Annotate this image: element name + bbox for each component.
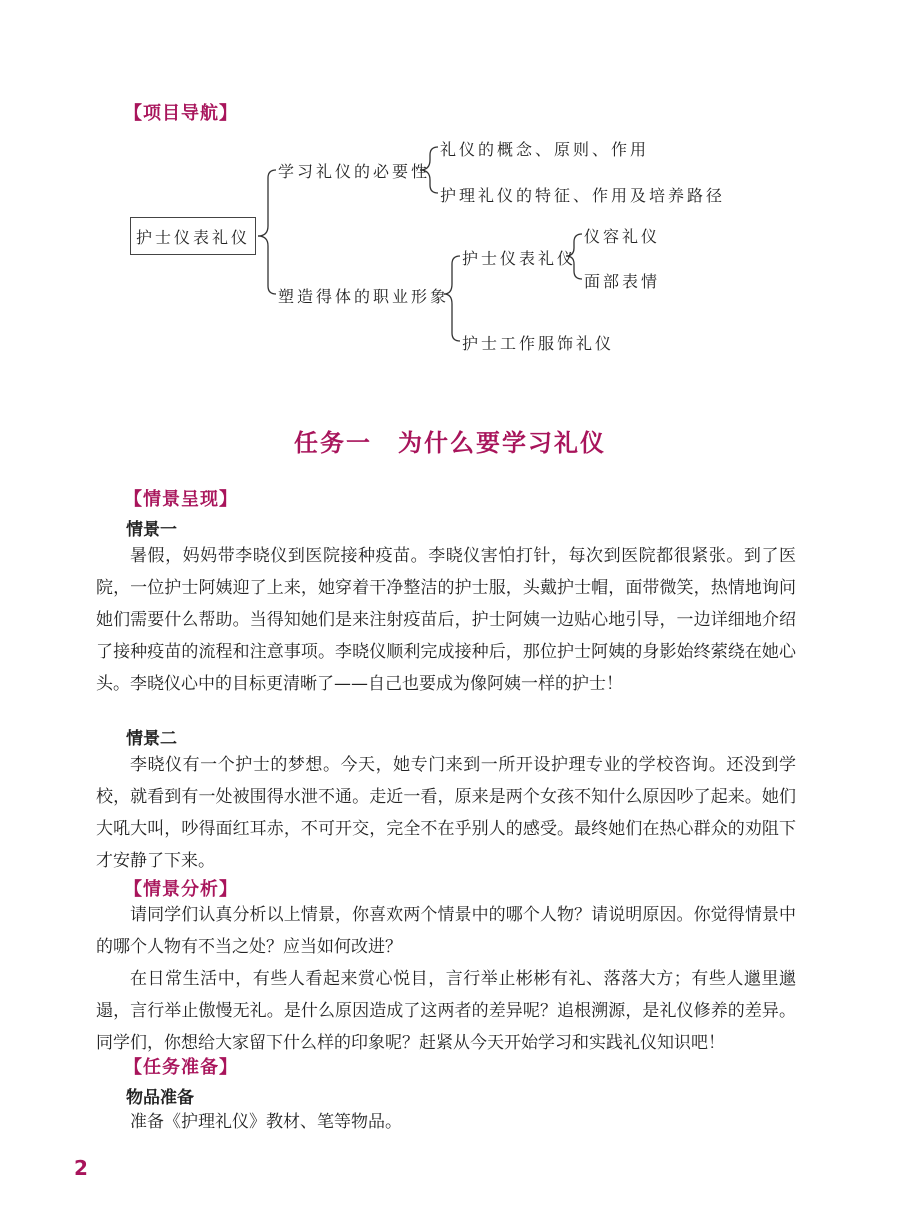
prep-paragraph: 准备《护理礼仪》教材、笔等物品。 [130,1112,402,1132]
nav-branch2-sub1-label: 护士仪表礼仪 [462,249,577,268]
nav-root-node [130,217,256,255]
nav-branch1-item-2: 护理礼仪的特征、作用及培养路径 [440,186,726,205]
section-heading-analysis: 【情景分析】 [124,879,238,900]
prep-heading-text: 任务准备 [143,1057,219,1078]
section-heading-nav: 【项目导航】 [124,103,238,124]
section-heading-scene: 【情景呈现】 [124,489,238,510]
nav-branch2-label: 塑造得体的职业形象 [278,287,450,306]
analysis-paragraph-1: 请同学们认真分析以上情景，你喜欢两个情景中的哪个人物？请说明原因。你觉得情景中的哪个人物有不当之处？应当如何改进？ [96,905,796,957]
nav-heading-text: 项目导航 [143,103,219,124]
nav-sub1-item-1: 仪容礼仪 [584,227,661,246]
section-heading-prep: 【任务准备】 [124,1057,238,1078]
analysis-paragraph-2: 在日常生活中，有些人看起来赏心悦目，言行举止彬彬有礼、落落大方；有些人邋里邋遢，言行举止傲慢无礼。是什么原因造成了这两者的差异呢？追根溯源，是礼仪修养的差异。同学们，你想给大家留下什么样的印象呢？赶紧从今天开始学习和实践礼仪知识吧！ [96,969,796,1053]
nav-sub1-item-2: 面部表情 [584,272,661,291]
nav-root-label: 护士仪表礼仪 [135,227,250,247]
task-title: 任务一 为什么要学习礼仪 [294,429,606,457]
scene2-title: 情景二 [126,729,177,749]
scene-heading-text: 情景呈现 [143,489,219,510]
scene1-title: 情景一 [126,520,177,540]
nav-branch1-label: 学习礼仪的必要性 [278,162,431,181]
nav-branch1-item-1: 礼仪的概念、原则、作用 [440,140,650,159]
scene1-paragraph: 暑假，妈妈带李晓仪到医院接种疫苗。李晓仪害怕打针，每次到医院都很紧张。到了医院，一位护士阿姨迎了上来，她穿着干净整洁的护士服，头戴护士帽，面带微笑，热情地询问她们需要什么帮助。当得知她们是来注射疫苗后，护士阿姨一边贴心地引导，一边详细地介绍了接种疫苗的流程和注意事项。李晓仪顺利完成接种后，那位护士阿姨的身影始终萦绕在她心头。李晓仪心中的目标更清晰了——自己也要成为像阿姨一样的护士！ [96,546,796,694]
scene2-paragraph: 李晓仪有一个护士的梦想。今天，她专门来到一所开设护理专业的学校咨询。还没到学校，就看到有一处被围得水泄不通。走近一看，原来是两个女孩不知什么原因吵了起来。她们大吼大叫，吵得面红耳赤，不可开交，完全不在乎别人的感受。最终她们在热心群众的劝阻下才安静了下来。 [96,755,796,871]
analysis-heading-text: 情景分析 [143,879,219,900]
nav-branch2-sub2-label: 护士工作服饰礼仪 [462,334,615,353]
page-number: 2 [74,1156,88,1180]
prep-subtitle: 物品准备 [126,1088,194,1108]
